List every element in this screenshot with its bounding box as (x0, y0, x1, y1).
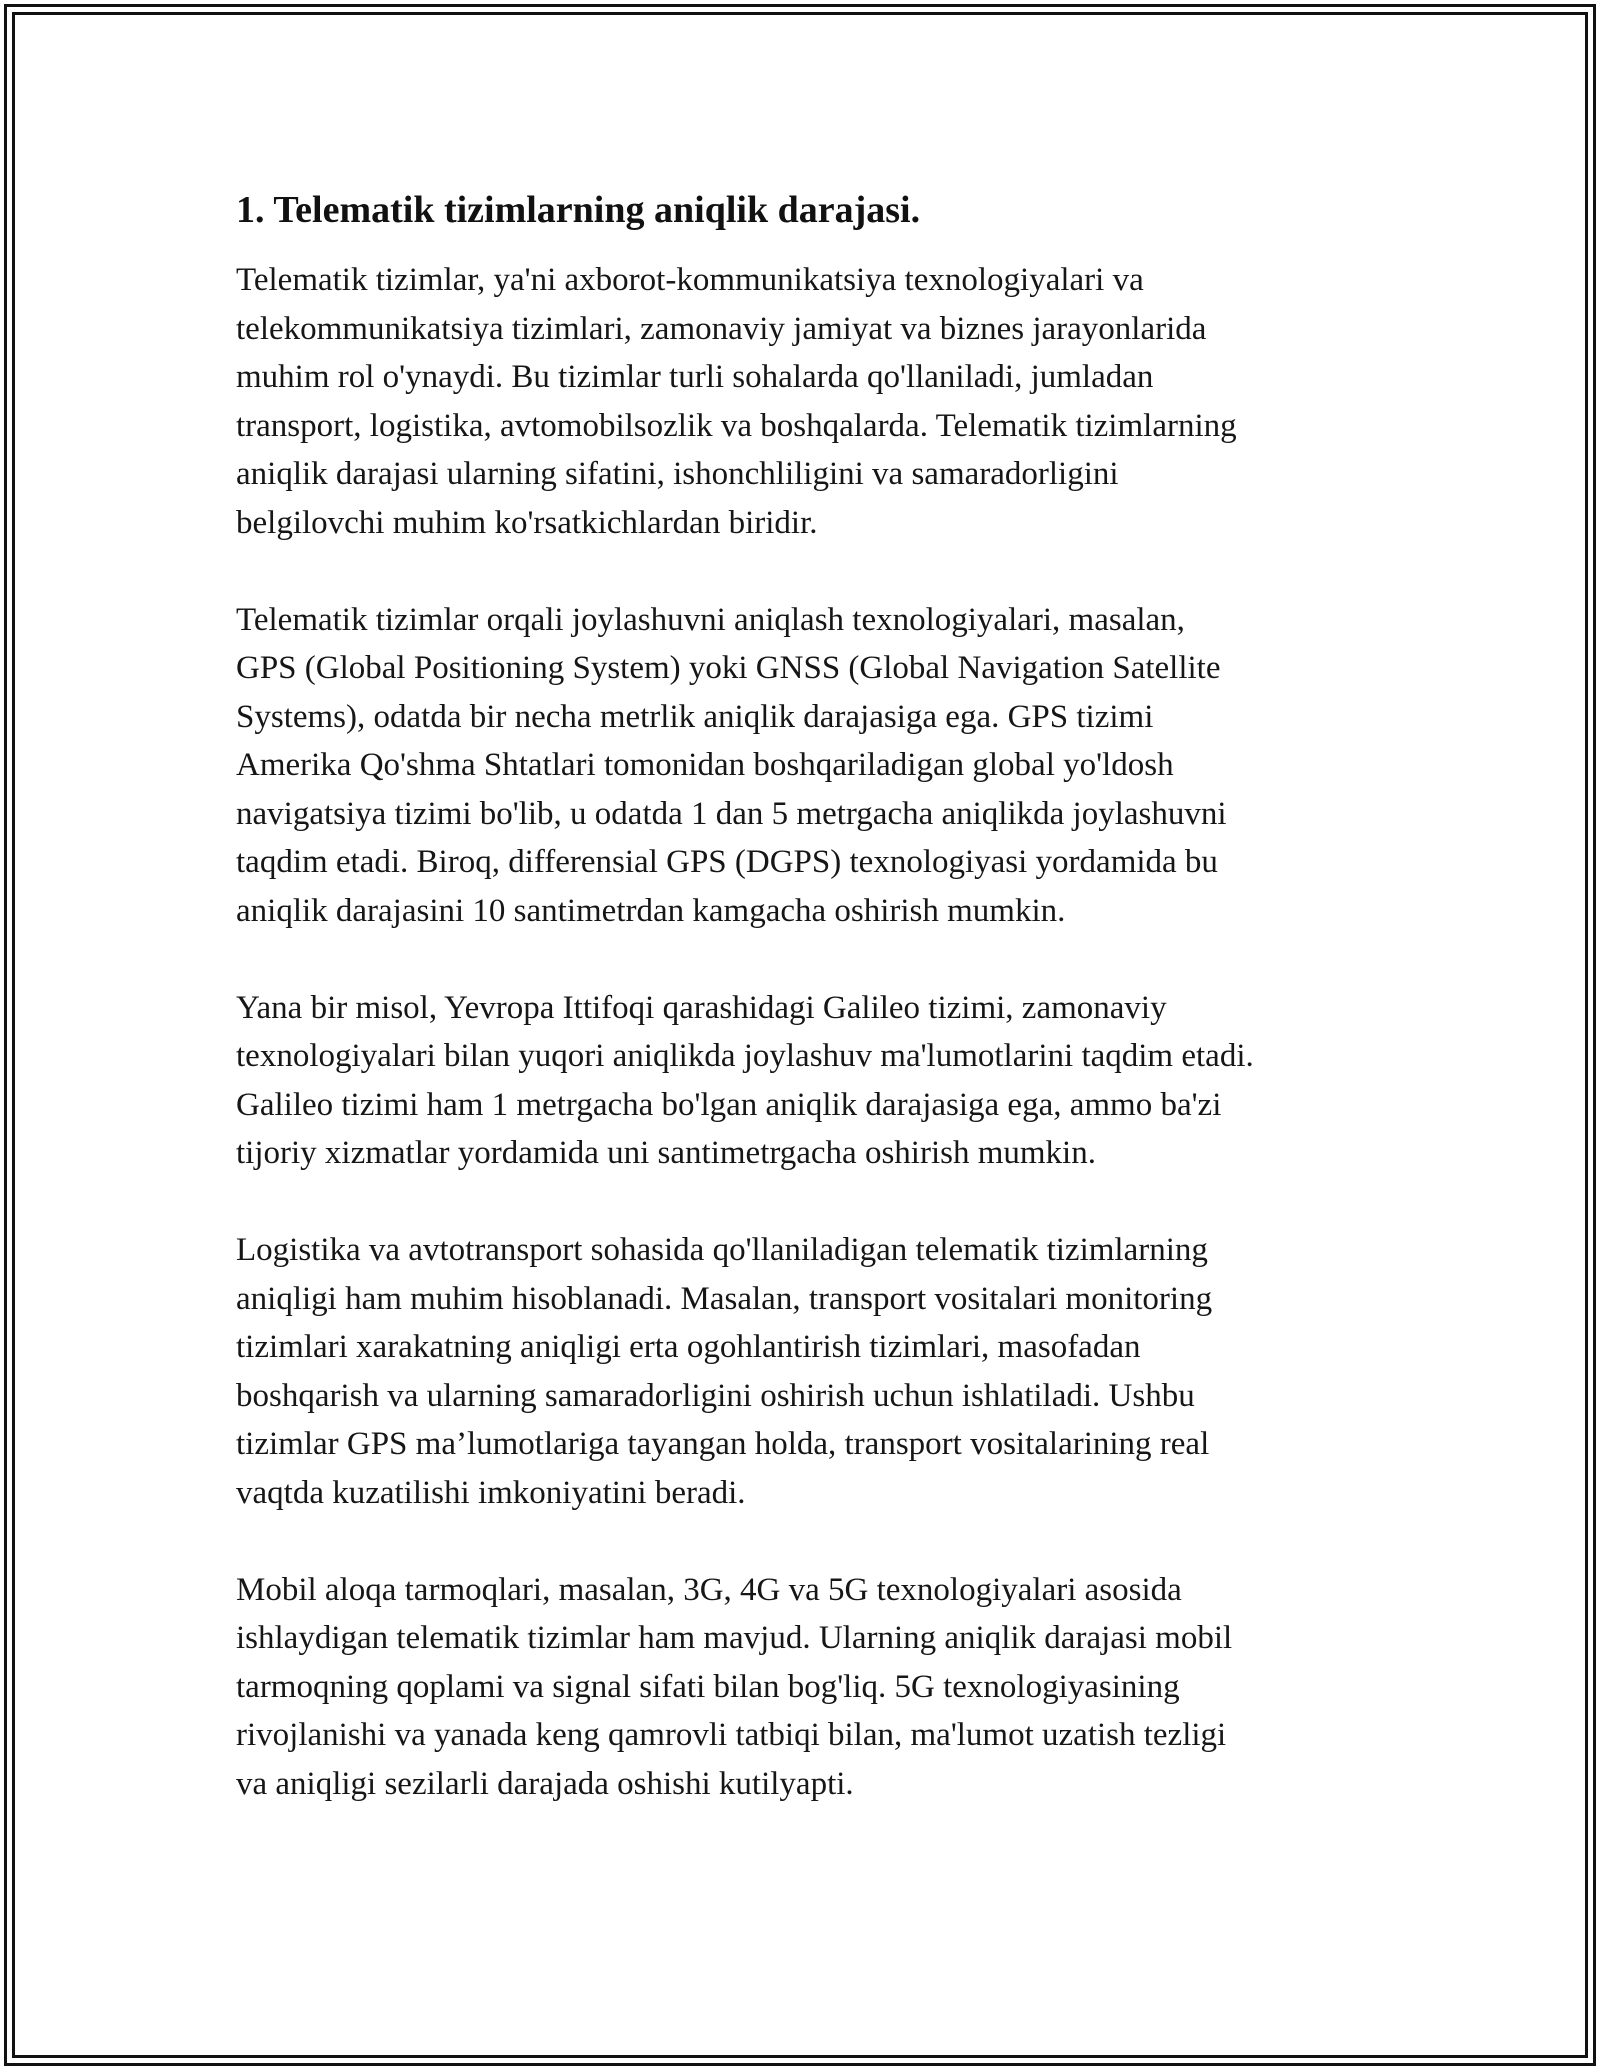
text-line: Telematik tizimlar orqali joylashuvni aniqlash texnologiyalari, masalan, (236, 601, 1185, 638)
text-line: vaqtda kuzatilishi imkoniyatini beradi. (236, 1474, 746, 1511)
text-line: Telematik tizimlar, ya'ni axborot-kommunikatsiya texnologiyalari va (236, 262, 1144, 298)
text-line: Amerika Qo'shma Shtatlari tomonidan boshqariladigan global yo'ldosh (236, 747, 1174, 783)
text-line: rivojlanishi va yanada keng qamrovli tatbiqi bilan, ma'lumot uzatish tezligi (236, 1717, 1227, 1753)
paragraph-3 (236, 984, 1396, 1178)
text-line: telekommunikatsiya tizimlari, zamonaviy jamiyat va biznes jarayonlarida (236, 310, 1207, 347)
text-line: boshqarish va ularning samaradorligini oshirish uchun ishlatiladi. Ushbu (236, 1377, 1195, 1414)
text-line: tarmoqning qoplami va signal sifati bilan bog'liq. 5G texnologiyasining (236, 1668, 1180, 1705)
text-line: transport, logistika, avtomobilsozlik va boshqalarda. Telematik tizimlarning (236, 407, 1237, 444)
text-line: Logistika va avtotransport sohasida qo'llaniladigan telematik tizimlarning (236, 1232, 1208, 1268)
text-line: muhim rol o'ynaydi. Bu tizimlar turli sohalarda qo'llaniladi, jumladan (236, 359, 1154, 395)
text-line: tijoriy xizmatlar yordamida uni santimetrgacha oshirish mumkin. (236, 1135, 1096, 1171)
text-line: tizimlar GPS ma’lumotlariga tayangan holda, transport vositalarining real (236, 1426, 1210, 1462)
text-line: aniqlik darajasi ularning sifatini, ishonchliligini va samaradorligini (236, 456, 1119, 492)
paragraph-4 (236, 1226, 1396, 1517)
text-line: belgilovchi muhim ko'rsatkichlardan biridir. (236, 504, 818, 541)
text-line: aniqligi ham muhim hisoblanadi. Masalan, transport vositalari monitoring (236, 1280, 1213, 1317)
text-line: va aniqligi sezilarli darajada oshishi kutilyapti. (236, 1765, 854, 1802)
text-line: Yana bir misol, Yevropa Ittifoqi qarashidagi Galileo tizimi, zamonaviy (236, 989, 1167, 1026)
document-body (236, 186, 1396, 1857)
text-line: taqdim etadi. Biroq, differensial GPS (DGPS) texnologiyasi yordamida bu (236, 844, 1218, 880)
paragraph-1 (236, 256, 1396, 547)
text-line: Systems), odatda bir necha metrlik aniqlik darajasiga ega. GPS tizimi (236, 698, 1154, 735)
paragraph-5 (236, 1566, 1396, 1809)
document-title: 1. Telematik tizimlarning aniqlik darajasi. (236, 189, 921, 231)
text-line: Galileo tizimi ham 1 metrgacha bo'lgan aniqlik darajasiga ega, ammo ba'zi (236, 1086, 1222, 1123)
text-line: navigatsiya tizimi bo'lib, u odatda 1 dan 5 metrgacha aniqlikda joylashuvni (236, 795, 1227, 832)
text-line: ishlaydigan telematik tizimlar ham mavjud. Ularning aniqlik darajasi mobil (236, 1620, 1233, 1656)
text-line: texnologiyalari bilan yuqori aniqlikda joylashuv ma'lumotlarini taqdim etadi. (236, 1038, 1254, 1074)
text-line: tizimlari xarakatning aniqligi erta ogohlantirish tizimlari, masofadan (236, 1329, 1141, 1365)
text-line: aniqlik darajasini 10 santimetrdan kamgacha oshirish mumkin. (236, 892, 1066, 929)
text-line: GPS (Global Positioning System) yoki GNSS (Global Navigation Satellite (236, 650, 1221, 686)
paragraph-2 (236, 596, 1396, 936)
text-line: Mobil aloqa tarmoqlari, masalan, 3G, 4G va 5G texnologiyalari asosida (236, 1571, 1182, 1608)
